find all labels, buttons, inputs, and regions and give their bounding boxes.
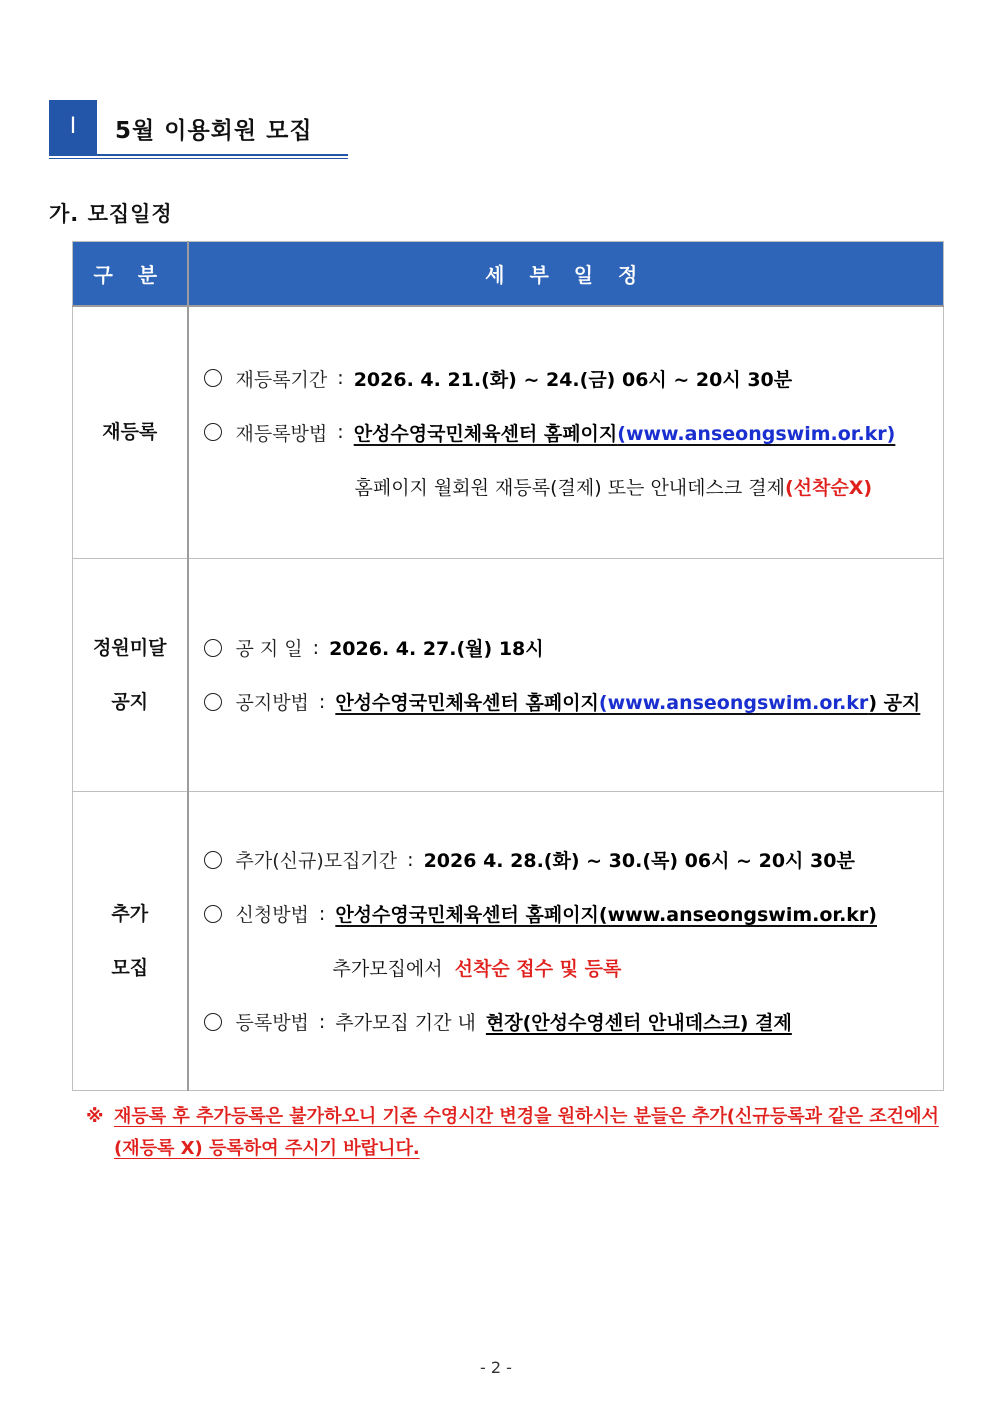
- category-label: 공지: [111, 690, 149, 713]
- circle-bullet-icon: [204, 851, 222, 869]
- section-underline: [49, 154, 348, 156]
- homepage-name: 안성수영국민체육센터 홈페이지: [335, 904, 599, 926]
- category-label: 재등록: [102, 421, 158, 444]
- notice-date-value: 2026. 4. 27.(월) 18시: [329, 638, 544, 660]
- detail-label: 재등록방법: [235, 422, 328, 445]
- page-number: - 2 -: [480, 1358, 512, 1377]
- circle-bullet-icon: [204, 1013, 222, 1031]
- detail-line: [204, 675, 944, 729]
- homepage-link[interactable]: (www.anseongswim.or.kr: [598, 692, 869, 714]
- method-note: 홈페이지 월회원 재등록(결제) 또는 안내데스크 결제: [354, 476, 785, 499]
- header-category: 구 분: [73, 242, 188, 307]
- detail-label: 등록방법: [235, 1012, 309, 1034]
- detail-label: 추가(신규)모집기간: [235, 850, 398, 872]
- detail-line: [204, 941, 944, 995]
- section-title: 5월 이용회원 모집: [115, 118, 313, 144]
- details-cell: [188, 558, 944, 791]
- schedule-table: [72, 241, 944, 1091]
- homepage-name: 안성수영국민체육센터 홈페이지: [353, 422, 618, 445]
- category-cell: [73, 558, 188, 791]
- colon: :: [337, 421, 344, 444]
- detail-line: [204, 351, 944, 405]
- circle-bullet-icon: [204, 693, 222, 711]
- period-value: 2026. 4. 21.(화) ~ 24.(금) 06시 ~ 20시 30분: [353, 368, 793, 391]
- category-label: 모집: [111, 956, 149, 979]
- detail-label: 재등록기간: [235, 368, 328, 391]
- header-details: 세 부 일 정: [188, 242, 944, 307]
- circle-bullet-icon: [204, 423, 222, 441]
- details-cell: [188, 791, 944, 1090]
- colon: :: [318, 690, 326, 713]
- subsection-title: 가. 모집일정: [49, 202, 173, 226]
- circle-bullet-icon: [204, 369, 222, 387]
- colon: :: [407, 848, 414, 871]
- homepage-name: 안성수영국민체육센터 홈페이지: [335, 692, 599, 714]
- category-label: 추가: [111, 902, 149, 925]
- section-header: [49, 100, 348, 157]
- colon: :: [312, 636, 320, 659]
- detail-line: [204, 833, 944, 887]
- notice-note: [86, 1101, 956, 1165]
- register-value: 추가모집 기간 내: [335, 1012, 476, 1034]
- circle-bullet-icon: [204, 639, 222, 657]
- notice-text: 재등록 후 추가등록은 불가하오니 기존 수영시간 변경을 원하시는 분들은 추가(신규등록과 같은 조건에서(재등록 X) 등록하여 주시기 바랍니다.: [114, 1106, 939, 1159]
- notice-tail: ) 공지: [868, 692, 921, 714]
- detail-line: [204, 995, 944, 1049]
- detail-label: 공지방법: [235, 692, 309, 714]
- section-underline-thin: [49, 158, 348, 159]
- detail-label: 신청방법: [235, 904, 309, 926]
- circle-bullet-icon: [204, 905, 222, 923]
- table-row-reregistration: [73, 306, 944, 558]
- category-label: 정원미달: [93, 636, 167, 659]
- period-value: 2026 4. 28.(화) ~ 30.(목) 06시 ~ 20시 30분: [423, 850, 855, 872]
- table-row-notice: [73, 558, 944, 791]
- reference-mark-icon: ※: [86, 1106, 104, 1127]
- colon: :: [337, 367, 344, 390]
- table-row-additional: [73, 791, 944, 1090]
- first-come-note: 선착순 접수 및 등록: [454, 958, 622, 980]
- detail-line: [204, 405, 944, 459]
- colon: :: [318, 902, 326, 925]
- register-place: 현장(안성수영센터 안내데스크) 결제: [485, 1012, 792, 1034]
- detail-label: 공 지 일: [235, 638, 303, 660]
- colon: :: [318, 1010, 326, 1033]
- detail-line: [204, 459, 944, 513]
- homepage-link[interactable]: (www.anseongswim.or.kr): [598, 904, 877, 926]
- category-cell: [73, 791, 188, 1090]
- detail-line: [204, 621, 944, 675]
- homepage-link[interactable]: (www.anseongswim.or.kr): [617, 422, 896, 445]
- details-cell: [188, 306, 944, 558]
- detail-line: [204, 887, 944, 941]
- category-cell: [73, 306, 188, 558]
- apply-note: 추가모집에서: [332, 958, 443, 980]
- section-number: Ⅰ: [49, 100, 97, 154]
- first-come-note: (선착순X): [784, 476, 873, 499]
